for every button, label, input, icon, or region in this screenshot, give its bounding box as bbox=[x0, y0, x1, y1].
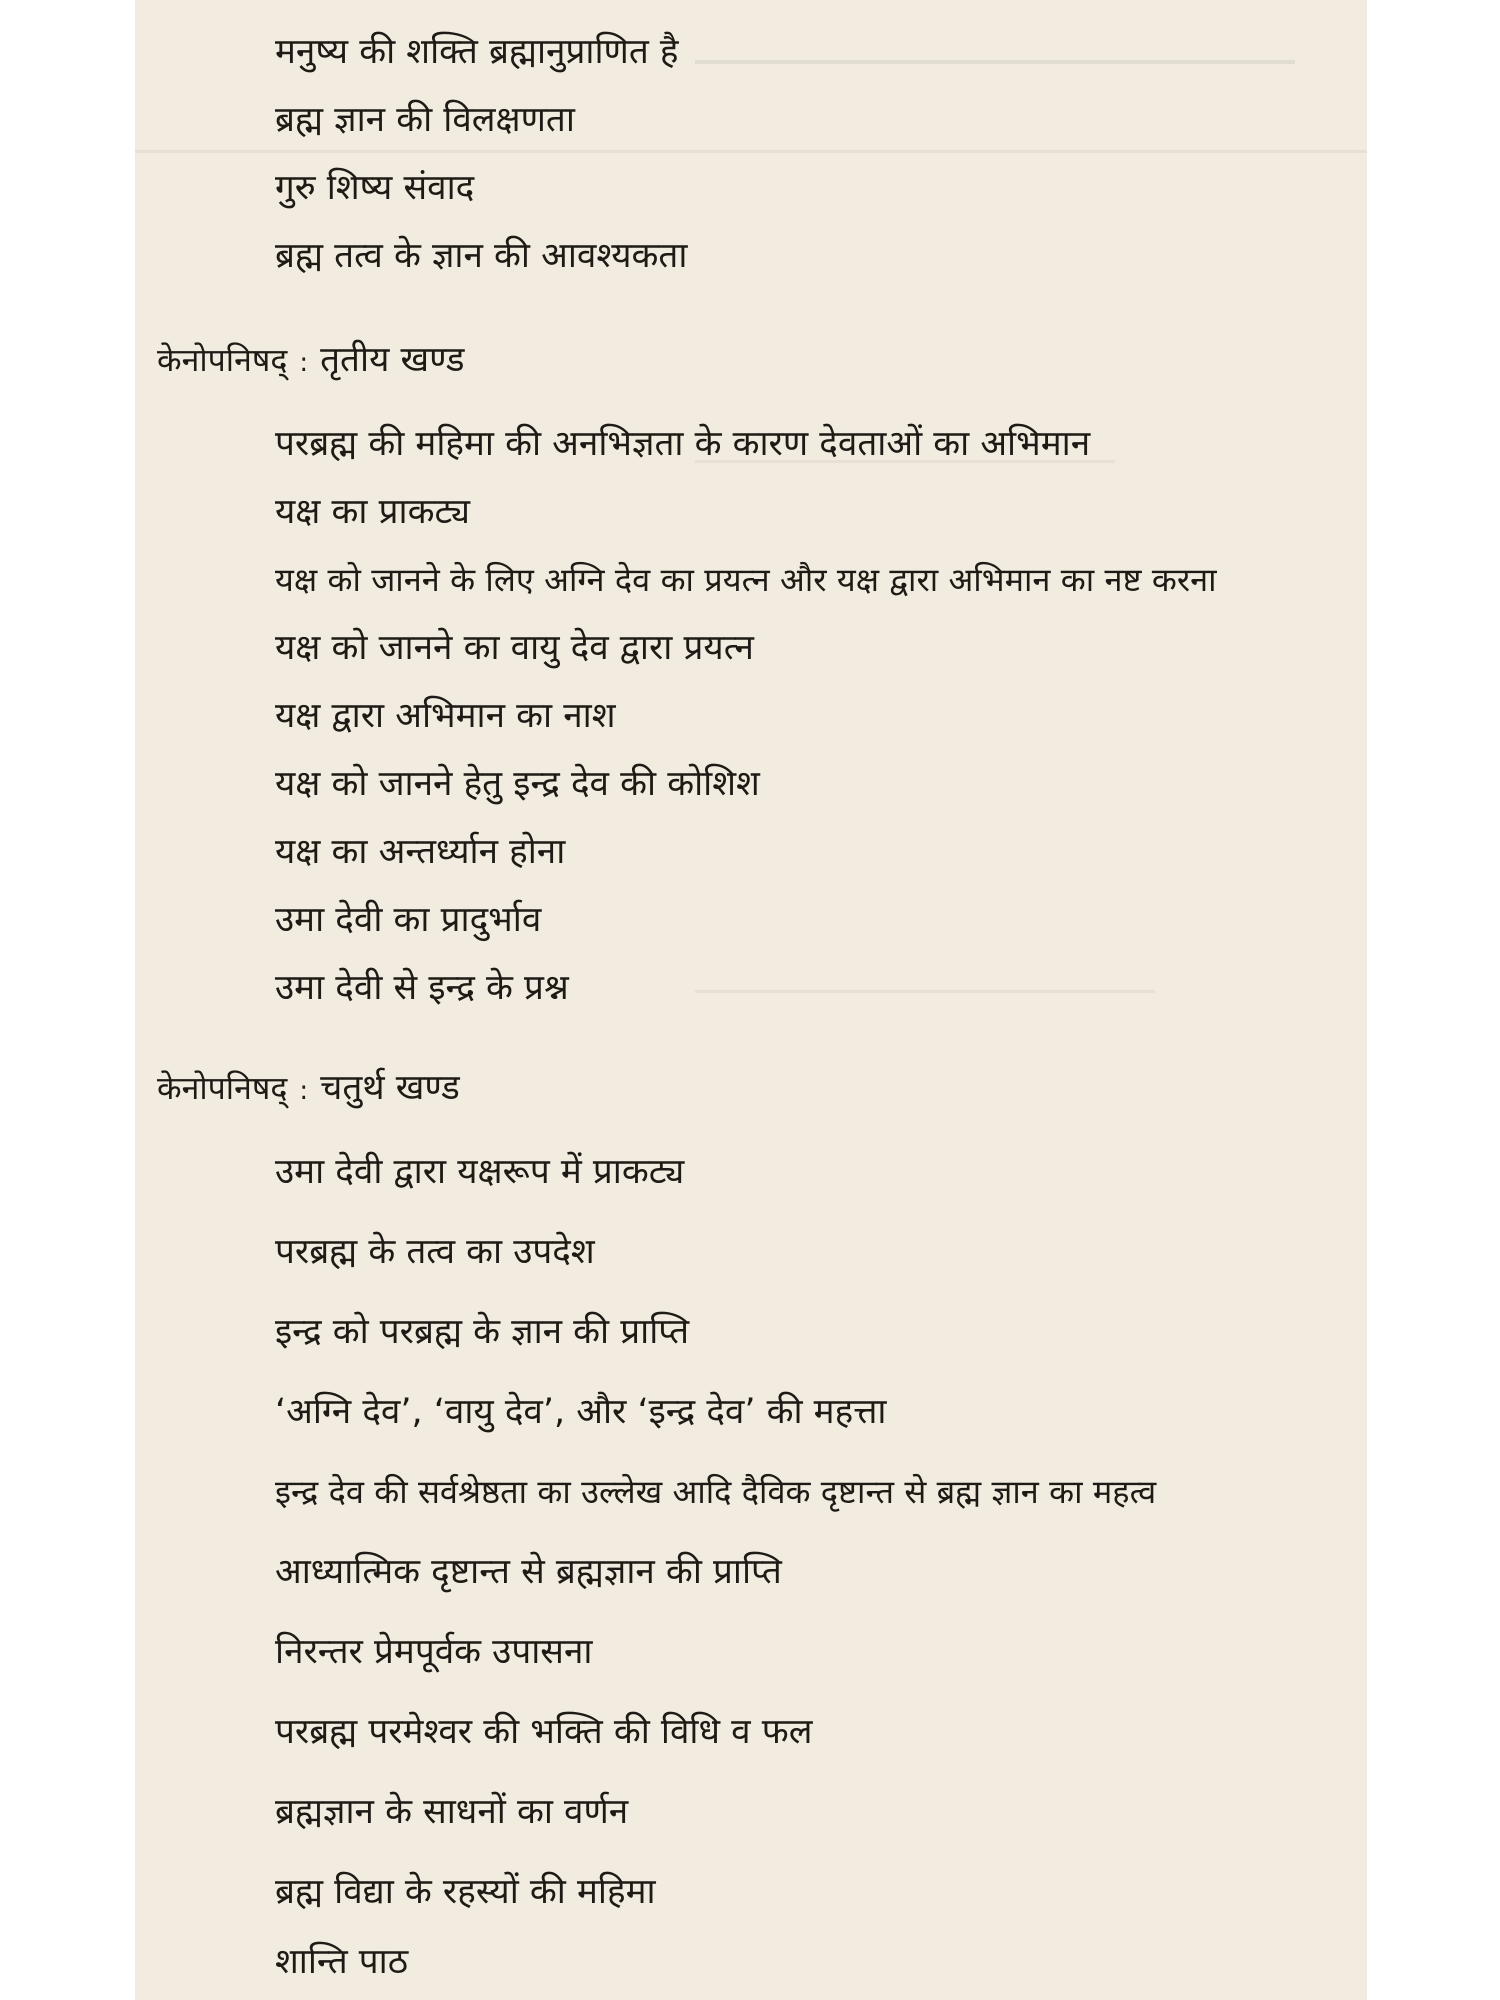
toc-item: यक्ष को जानने हेतु इन्द्र देव की कोशिश bbox=[275, 764, 760, 804]
document-page bbox=[135, 0, 1367, 2000]
toc-item: ब्रह्मज्ञान के साधनों का वर्णन bbox=[275, 1792, 629, 1832]
heading-separator: : bbox=[299, 348, 309, 378]
toc-item: ब्रह्म तत्व के ज्ञान की आवश्यकता bbox=[275, 236, 688, 276]
heading-title: चतुर्थ खण्ड bbox=[320, 1068, 460, 1108]
toc-item: इन्द्र को परब्रह्म के ज्ञान की प्राप्ति bbox=[275, 1312, 690, 1352]
toc-item: इन्द्र देव की सर्वश्रेष्ठता का उल्लेख आदि दैविक दृष्टान्त से ब्रह्म ज्ञान का महत्व bbox=[275, 1473, 1157, 1511]
toc-item: उमा देवी द्वारा यक्षरूप में प्राकट्य bbox=[275, 1152, 685, 1192]
toc-item: यक्ष का अन्तर्ध्यान होना bbox=[275, 832, 566, 872]
toc-item: ‘अग्नि देव’, ‘वायु देव’, और ‘इन्द्र देव’ की महत्ता bbox=[275, 1392, 887, 1432]
toc-item: आध्यात्मिक दृष्टान्त से ब्रह्मज्ञान की प्राप्ति bbox=[275, 1552, 782, 1592]
toc-item: ब्रह्म ज्ञान की विलक्षणता bbox=[275, 100, 575, 140]
toc-item: यक्ष को जानने के लिए अग्नि देव का प्रयत्न और यक्ष द्वारा अभिमान का नष्ट करना bbox=[275, 561, 1217, 599]
heading-title: तृतीय खण्ड bbox=[320, 340, 465, 380]
toc-item: शान्ति पाठ bbox=[275, 1942, 409, 1982]
toc-item: यक्ष द्वारा अभिमान का नाश bbox=[275, 696, 616, 736]
heading-name: केनोपनिषद् bbox=[157, 341, 288, 379]
toc-item: परब्रह्म परमेश्वर की भक्ति की विधि व फल bbox=[275, 1712, 813, 1752]
toc-item: परब्रह्म की महिमा की अनभिज्ञता के कारण देवताओं का अभिमान bbox=[275, 424, 1091, 464]
toc-item: उमा देवी का प्रादुर्भाव bbox=[275, 900, 542, 940]
toc-item: निरन्तर प्रेमपूर्वक उपासना bbox=[275, 1632, 593, 1672]
show-through-texture bbox=[695, 60, 1295, 64]
toc-item: उमा देवी से इन्द्र के प्रश्न bbox=[275, 968, 569, 1008]
heading-separator: : bbox=[299, 1076, 309, 1106]
show-through-texture bbox=[695, 990, 1155, 993]
toc-item: गुरु शिष्य संवाद bbox=[275, 168, 475, 208]
toc-item: मनुष्य की शक्ति ब्रह्मानुप्राणित है bbox=[275, 32, 679, 72]
heading-name: केनोपनिषद् bbox=[157, 1069, 288, 1107]
toc-item: ब्रह्म विद्या के रहस्यों की महिमा bbox=[275, 1872, 656, 1912]
section-heading bbox=[157, 338, 464, 385]
toc-item: परब्रह्म के तत्व का उपदेश bbox=[275, 1232, 595, 1272]
toc-item: यक्ष का प्राकट्य bbox=[275, 492, 470, 532]
toc-item: यक्ष को जानने का वायु देव द्वारा प्रयत्न bbox=[275, 628, 754, 668]
show-through-texture bbox=[135, 150, 1367, 153]
section-heading bbox=[157, 1066, 460, 1113]
